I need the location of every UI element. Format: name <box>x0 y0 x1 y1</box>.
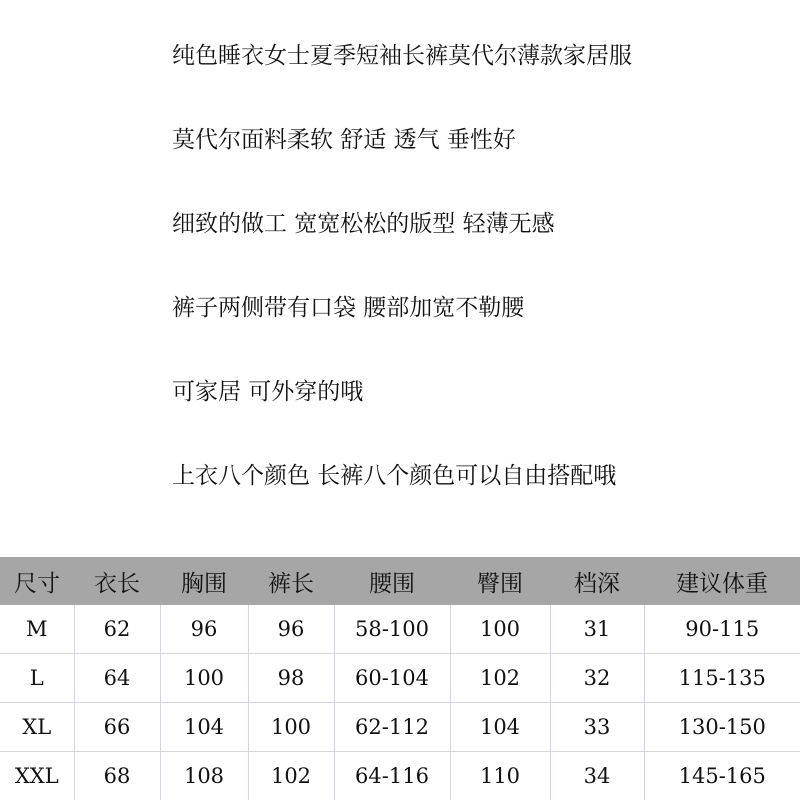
header-weight: 建议体重 <box>644 557 800 605</box>
description-line-wear: 可家居 可外穿的哦 <box>172 379 364 405</box>
cell-waist: 64-116 <box>334 752 450 800</box>
cell-size: L <box>0 654 74 703</box>
cell-bust: 108 <box>160 752 248 800</box>
cell-waist: 60-104 <box>334 654 450 703</box>
cell-top-length: 66 <box>74 703 160 752</box>
table-row <box>0 654 800 703</box>
cell-bust: 96 <box>160 605 248 654</box>
description-line-pockets: 裤子两侧带有口袋 腰部加宽不勒腰 <box>172 295 525 321</box>
description-line-colors: 上衣八个颜色 长裤八个颜色可以自由搭配哦 <box>172 463 617 489</box>
description-line-fit: 细致的做工 宽宽松松的版型 轻薄无感 <box>172 211 555 237</box>
cell-top-length: 68 <box>74 752 160 800</box>
header-waist: 腰围 <box>334 557 450 605</box>
header-pants-length: 裤长 <box>248 557 334 605</box>
cell-weight: 130-150 <box>644 703 800 752</box>
table-row <box>0 703 800 752</box>
cell-pants-length: 100 <box>248 703 334 752</box>
cell-hip: 110 <box>450 752 550 800</box>
cell-weight: 115-135 <box>644 654 800 703</box>
cell-hip: 100 <box>450 605 550 654</box>
cell-size: XXL <box>0 752 74 800</box>
description-line-fabric: 莫代尔面料柔软 舒适 透气 垂性好 <box>172 127 516 153</box>
table-row <box>0 752 800 800</box>
cell-pants-length: 96 <box>248 605 334 654</box>
cell-hip: 102 <box>450 654 550 703</box>
cell-weight: 145-165 <box>644 752 800 800</box>
size-table-header-row <box>0 557 800 605</box>
cell-rise: 34 <box>550 752 644 800</box>
product-description <box>172 38 792 542</box>
cell-pants-length: 98 <box>248 654 334 703</box>
table-row <box>0 605 800 654</box>
header-rise: 档深 <box>550 557 644 605</box>
cell-size: M <box>0 605 74 654</box>
header-size: 尺寸 <box>0 557 74 605</box>
cell-size: XL <box>0 703 74 752</box>
cell-top-length: 64 <box>74 654 160 703</box>
cell-hip: 104 <box>450 703 550 752</box>
header-bust: 胸围 <box>160 557 248 605</box>
cell-bust: 100 <box>160 654 248 703</box>
cell-bust: 104 <box>160 703 248 752</box>
cell-rise: 31 <box>550 605 644 654</box>
cell-top-length: 62 <box>74 605 160 654</box>
cell-rise: 33 <box>550 703 644 752</box>
header-hip: 臀围 <box>450 557 550 605</box>
size-chart-table <box>0 557 800 800</box>
header-top-length: 衣长 <box>74 557 160 605</box>
cell-weight: 90-115 <box>644 605 800 654</box>
cell-rise: 32 <box>550 654 644 703</box>
cell-waist: 58-100 <box>334 605 450 654</box>
cell-waist: 62-112 <box>334 703 450 752</box>
cell-pants-length: 102 <box>248 752 334 800</box>
description-line-title: 纯色睡衣女士夏季短袖长裤莫代尔薄款家居服 <box>172 43 632 69</box>
